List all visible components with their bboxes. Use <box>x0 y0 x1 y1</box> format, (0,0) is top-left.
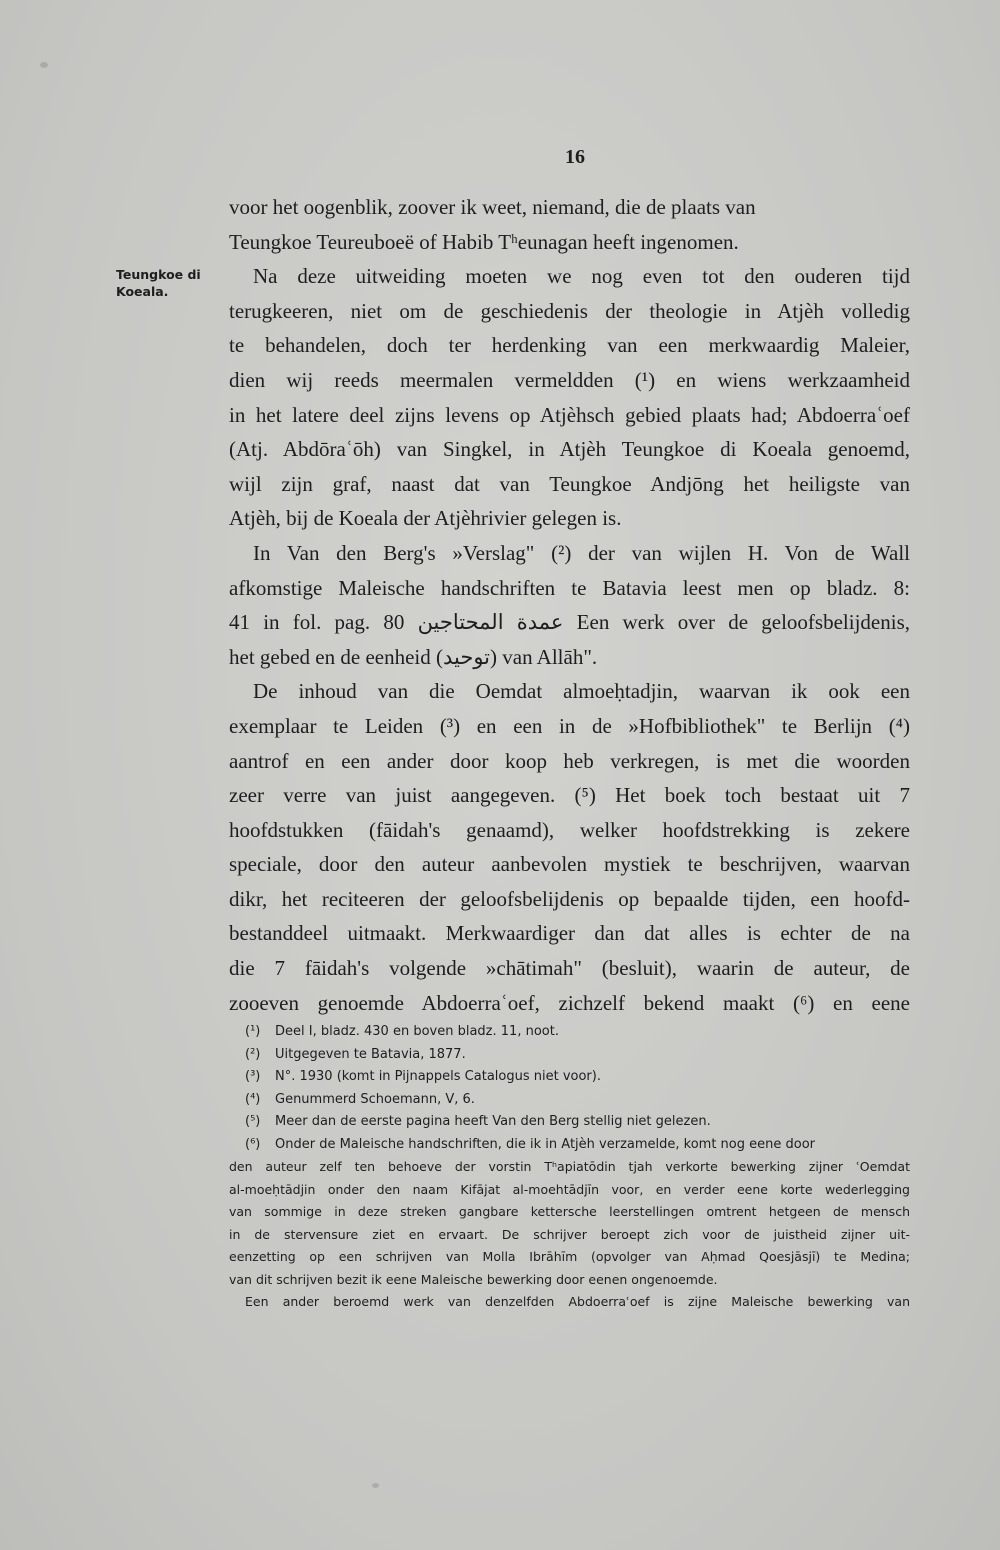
footnote-text: N°. 1930 (komt in Pijnappels Catalogus niet voor). <box>275 1069 601 1084</box>
main-text <box>229 190 910 1020</box>
text-line: bestanddeel uitmaakt. Merkwaardiger dan dat alles is echter de na <box>229 921 910 946</box>
text-line: exemplaar te Leiden (³) en een in de »Hofbibliothek" te Berlijn (⁴) <box>229 713 910 738</box>
text-line: in het latere deel zijns levens op Atjèhsch gebied plaats had; Abdoerraʿoef <box>229 402 910 427</box>
footnote-continuation: van dit schrijven bezit ik eene Maleische bewerking door eenen ongenoemde. <box>229 1271 718 1287</box>
footnote-text: Deel I, bladz. 430 en boven bladz. 11, noot. <box>275 1024 559 1039</box>
text-line: zeer verre van juist aangegeven. (⁵) Het boek toch bestaat uit 7 <box>229 783 910 808</box>
footnote-text: Uitgegeven te Batavia, 1877. <box>275 1046 466 1062</box>
footnote <box>229 1044 910 1067</box>
footnote-number: (³) <box>245 1069 261 1084</box>
footnote <box>229 1134 910 1157</box>
footnote <box>229 1111 910 1134</box>
margin-note <box>116 266 228 300</box>
text-line: dikr, het reciteeren der geloofsbelijdenis op bepaalde tijden, een hoofd- <box>229 886 910 911</box>
text-line: 41 in fol. pag. 80 عمدة المحتاجين Een werk over de geloofsbelijdenis, <box>229 610 911 635</box>
text-line: Atjèh, bij de Koeala der Atjèhrivier gelegen is. <box>229 506 622 531</box>
text-line: speciale, door den auteur aanbevolen mystiek te beschrijven, waarvan <box>229 852 910 877</box>
text-line: wijl zijn graf, naast dat van Teungkoe Andjōng het heiligste van <box>229 471 910 496</box>
text-line: te behandelen, doch ter herdenking van een merkwaardig Maleier, <box>229 333 910 358</box>
text-line: Teungkoe Teureuboeë of Habib Tʰeunagan heeft ingenomen. <box>229 229 739 254</box>
footnote-continuation: in de stervensure ziet en ervaart. De schrijver beroept zich voor de juistheid zijner uit- <box>229 1226 910 1242</box>
margin-note-line: Teungkoe di <box>116 267 201 282</box>
margin-note-line: Koeala. <box>116 284 169 299</box>
text-line: aantrof en een ander door koop heb verkregen, is met die woorden <box>229 748 910 773</box>
text-line: In Van den Berg's »Verslag" (²) der van wijlen H. Von de Wall <box>253 540 910 565</box>
footnote-tail: Een ander beroemd werk van denzelfden Abdoerraʿoef is zijne Maleische bewerking van <box>245 1294 910 1309</box>
footnote-number: (¹) <box>245 1024 261 1039</box>
footnote-number: (⁶) <box>245 1136 261 1152</box>
text-line: dien wij reeds meermalen vermeldden (¹) en wiens werkzaamheid <box>229 367 910 392</box>
footnote <box>229 1089 910 1112</box>
footnote <box>229 1021 910 1044</box>
footnote-text: Genummerd Schoemann, V, 6. <box>275 1091 475 1107</box>
footnotes <box>229 1021 910 1314</box>
footnote-text: Onder de Maleische handschriften, die ik in Atjèh verzamelde, komt nog eene door <box>275 1136 816 1152</box>
footnote-text: Meer dan de eerste pagina heeft Van den Berg stellig niet gelezen. <box>275 1114 711 1129</box>
footnote <box>229 1066 910 1089</box>
text-line: die 7 fāidah's volgende »chātimah" (besluit), waarin de auteur, de <box>229 956 910 981</box>
text-line: (Atj. Abdōraʿōh) van Singkel, in Atjèh Teungkoe di Koeala genoemd, <box>229 437 910 462</box>
footnote-number: (²) <box>245 1046 261 1062</box>
paper-spot <box>40 62 48 68</box>
text-line: hoofdstukken (fāidah's genaamd), welker hoofdstrekking is zekere <box>229 817 910 842</box>
footnote-number: (⁵) <box>245 1114 261 1129</box>
footnote-continuation: eenzetting op een schrijven van Molla Ibrāhīm (opvolger van Aḥmad Qoesjāsjī) te Medina; <box>229 1249 910 1264</box>
text-line: terugkeeren, niet om de geschiedenis der theologie in Atjèh volledig <box>229 298 910 323</box>
page-number: 16 <box>565 146 585 168</box>
footnote-continuation: den auteur zelf ten behoeve der vorstin Tʰapiatōdin tjah verkorte bewerking zijner ʿOemdat <box>229 1159 910 1174</box>
footnote-continuation: van sommige in deze streken gangbare kettersche leerstellingen omtrent hetgeen de mensch <box>229 1204 910 1219</box>
text-line: afkomstige Maleische handschriften te Batavia leest men op bladz. 8: <box>229 575 910 600</box>
paper-spot <box>372 1483 379 1488</box>
text-line: het gebed en de eenheid (توحيد) van Allāh". <box>229 644 598 669</box>
text-line: zooeven genoemde Abdoerraʿoef, zichzelf bekend maakt (⁶) en eene <box>229 990 910 1015</box>
text-line: De inhoud van die Oemdat almoeḥtadjin, waarvan ik ook een <box>253 679 910 704</box>
text-line: Na deze uitweiding moeten we nog even tot den ouderen tijd <box>253 264 910 289</box>
text-line: voor het oogenblik, zoover ik weet, niemand, die de plaats van <box>229 195 756 219</box>
footnote-continuation: al-moeḥtādjin onder den naam Kifājat al-moehtādjīn voor, en verder eene korte wederlegging <box>229 1181 910 1197</box>
footnote-number: (⁴) <box>245 1091 261 1107</box>
